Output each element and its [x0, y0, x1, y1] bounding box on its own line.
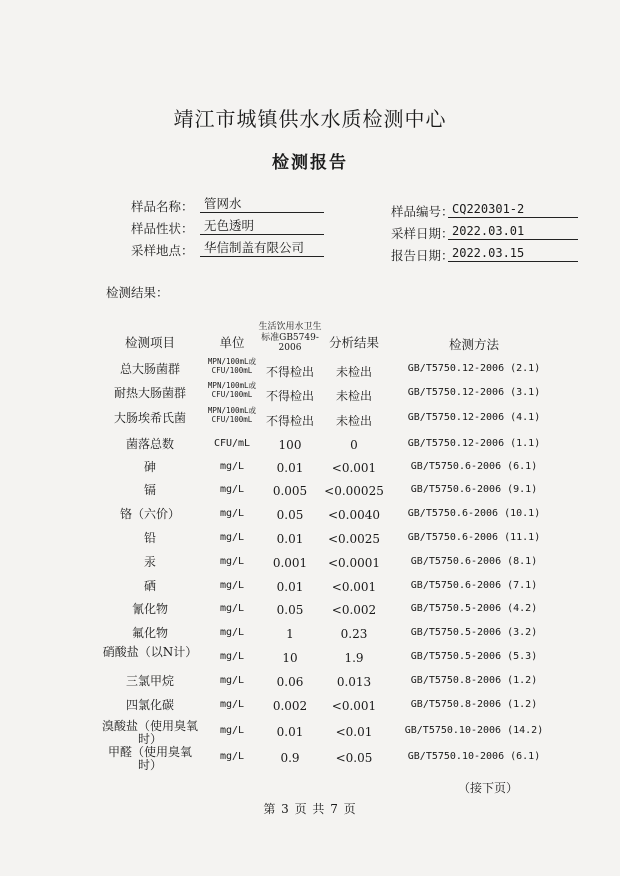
item-name: 铅	[143, 531, 156, 545]
header-item: 检测项目	[124, 335, 175, 350]
sample-nature-value: 无色透明	[200, 218, 324, 235]
table-row	[0, 529, 620, 551]
header-standard: 生活饮用水卫生标准GB5749-2006	[258, 322, 322, 353]
unit-cell: mg/L	[219, 603, 245, 614]
sample-location-value: 华信制盖有限公司	[200, 240, 324, 257]
unit-cell: MPN/100mL或CFU/100mL	[207, 357, 257, 375]
standard-limit: 0.9	[280, 751, 300, 765]
item-name: 镉	[143, 483, 156, 497]
standard-limit: 10	[282, 651, 298, 665]
sample-id-label: 样品编号：	[391, 204, 454, 219]
table-row	[0, 553, 620, 575]
standard-limit: 0.05	[276, 603, 304, 617]
item-name: 氰化物	[131, 602, 168, 616]
table-row	[0, 435, 620, 457]
standard-limit: 0.002	[272, 699, 308, 713]
unit-cell: mg/L	[219, 725, 245, 736]
standard-limit: 0.001	[272, 556, 308, 570]
sample-nature-label: 样品性状：	[131, 221, 194, 236]
table-row	[0, 745, 620, 772]
item-name: 铬（六价）	[119, 507, 180, 521]
sample-date-label: 采样日期：	[391, 226, 454, 241]
unit-cell: mg/L	[219, 699, 245, 710]
table-row	[0, 357, 620, 382]
item-name: 硒	[143, 579, 156, 593]
item-name: 砷	[143, 460, 156, 474]
standard-limit: 不得检出	[265, 414, 314, 428]
analysis-result: <0.002	[331, 603, 377, 617]
report-date-value: 2022.03.15	[448, 245, 578, 262]
table-row	[0, 577, 620, 599]
analysis-result: <0.0040	[327, 508, 381, 522]
table-row	[0, 696, 620, 718]
unit-cell: MPN/100mL或CFU/100mL	[207, 406, 257, 424]
table-row	[0, 505, 620, 527]
test-method: GB/T5750.6-2006 (9.1)	[410, 484, 538, 495]
standard-limit: 1	[286, 627, 294, 641]
test-method: GB/T5750.5-2006 (3.2)	[410, 627, 538, 638]
table-row	[0, 719, 620, 746]
report-title: 检测报告	[272, 153, 348, 173]
unit-cell: mg/L	[219, 675, 245, 686]
analysis-result: 0	[350, 438, 358, 452]
item-name: 总大肠菌群	[119, 362, 180, 376]
test-method: GB/T5750.5-2006 (5.3)	[410, 651, 538, 662]
item-name: 汞	[143, 555, 156, 569]
header-method: 检测方法	[448, 337, 499, 352]
item-name: 硝酸盐（以N计）	[102, 645, 198, 659]
table-row	[0, 624, 620, 646]
item-name: 氟化物	[131, 626, 168, 640]
item-name: 四氯化碳	[125, 698, 174, 712]
unit-cell: mg/L	[219, 751, 245, 762]
unit-cell: mg/L	[219, 580, 245, 591]
test-method: GB/T5750.12-2006 (2.1)	[407, 363, 541, 374]
standard-limit: 0.01	[276, 580, 304, 594]
standard-limit: 0.005	[272, 484, 308, 498]
test-method: GB/T5750.12-2006 (1.1)	[407, 438, 541, 449]
test-method: GB/T5750.6-2006 (8.1)	[410, 556, 538, 567]
unit-cell: mg/L	[219, 651, 245, 662]
analysis-result: <0.01	[335, 725, 373, 739]
test-method: GB/T5750.12-2006 (4.1)	[407, 412, 541, 423]
unit-cell: CFU/mL	[213, 438, 251, 449]
unit-cell: MPN/100mL或CFU/100mL	[207, 381, 257, 399]
sample-name-value: 管网水	[200, 196, 324, 213]
standard-limit: 不得检出	[265, 389, 314, 403]
analysis-result: <0.001	[331, 461, 377, 475]
item-name: 菌落总数	[125, 437, 174, 451]
analysis-result: 0.23	[340, 627, 368, 641]
unit-cell: mg/L	[219, 532, 245, 543]
item-name: 耐热大肠菌群	[113, 386, 186, 400]
standard-limit: 0.01	[276, 725, 304, 739]
standard-limit: 100	[278, 438, 302, 452]
test-method: GB/T5750.6-2006 (11.1)	[407, 532, 541, 543]
table-row	[0, 406, 620, 431]
table-row	[0, 381, 620, 406]
analysis-result: 未检出	[335, 365, 372, 379]
table-row	[0, 458, 620, 480]
test-method: GB/T5750.8-2006 (1.2)	[410, 675, 538, 686]
table-row	[0, 600, 620, 622]
test-method: GB/T5750.6-2006 (6.1)	[410, 461, 538, 472]
organization-name: 靖江市城镇供水水质检测中心	[173, 107, 447, 131]
unit-cell: mg/L	[219, 484, 245, 495]
results-label: 检测结果：	[106, 285, 169, 300]
unit-cell: mg/L	[219, 461, 245, 472]
header-result: 分析结果	[328, 335, 379, 350]
table-row	[0, 645, 620, 670]
page-number: 第 3 页 共 7 页	[263, 802, 357, 816]
analysis-result: <0.001	[331, 699, 377, 713]
standard-limit: 0.01	[276, 461, 304, 475]
item-name: 甲醛（使用臭氧时）	[107, 745, 192, 772]
item-name: 大肠埃希氏菌	[113, 411, 186, 425]
analysis-result: 未检出	[335, 414, 372, 428]
test-method: GB/T5750.12-2006 (3.1)	[407, 387, 541, 398]
test-method: GB/T5750.8-2006 (1.2)	[410, 699, 538, 710]
unit-cell: mg/L	[219, 627, 245, 638]
sample-location-label: 采样地点：	[131, 243, 194, 258]
analysis-result: <0.0025	[327, 532, 381, 546]
unit-cell: mg/L	[219, 556, 245, 567]
standard-limit: 0.05	[276, 508, 304, 522]
standard-limit: 0.06	[276, 675, 304, 689]
analysis-result: 0.013	[336, 675, 372, 689]
sample-id-value: CQ220301-2	[448, 201, 578, 218]
table-row	[0, 481, 620, 503]
standard-limit: 不得检出	[265, 365, 314, 379]
analysis-result: <0.05	[335, 751, 373, 765]
analysis-result: <0.0001	[327, 556, 381, 570]
item-name: 溴酸盐（使用臭氧时）	[101, 719, 198, 746]
sample-name-label: 样品名称：	[131, 199, 194, 214]
analysis-result: <0.001	[331, 580, 377, 594]
report-date-label: 报告日期：	[391, 248, 454, 263]
test-method: GB/T5750.5-2006 (4.2)	[410, 603, 538, 614]
standard-limit: 0.01	[276, 532, 304, 546]
test-method: GB/T5750.6-2006 (7.1)	[410, 580, 538, 591]
analysis-result: 1.9	[344, 651, 364, 665]
analysis-result: 未检出	[335, 389, 372, 403]
test-method: GB/T5750.10-2006 (14.2)	[404, 725, 544, 736]
analysis-result: <0.00025	[324, 484, 384, 498]
test-method: GB/T5750.10-2006 (6.1)	[407, 751, 541, 762]
table-row	[0, 672, 620, 694]
unit-cell: mg/L	[219, 508, 245, 519]
item-name: 三氯甲烷	[125, 674, 174, 688]
sample-date-value: 2022.03.01	[448, 223, 578, 240]
header-unit: 单位	[219, 335, 245, 350]
test-method: GB/T5750.6-2006 (10.1)	[407, 508, 541, 519]
continued-note: （接下页）	[458, 781, 519, 795]
